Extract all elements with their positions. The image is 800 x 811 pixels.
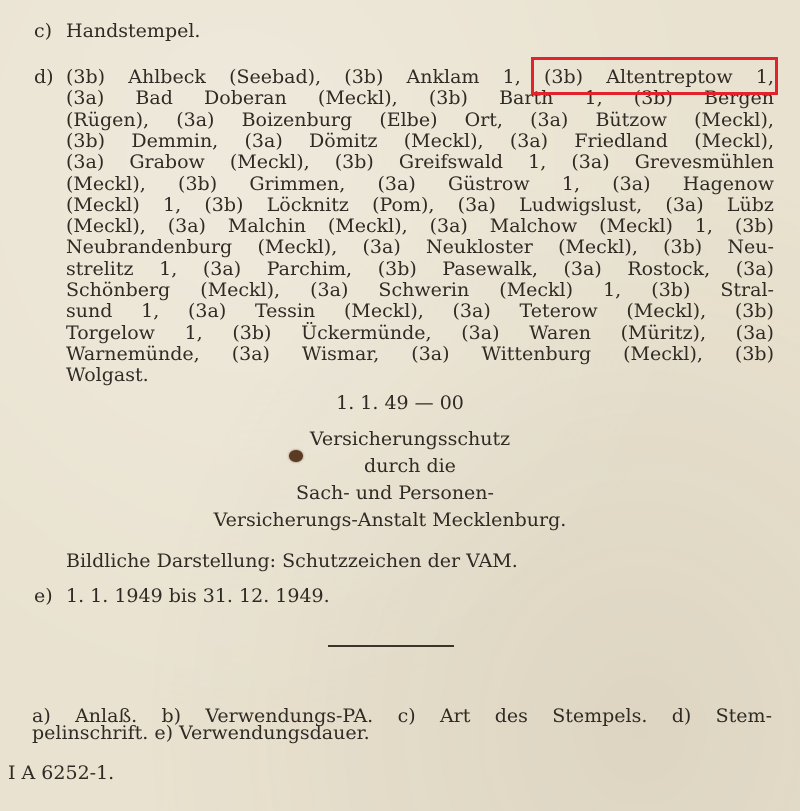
divider-rule (328, 645, 454, 647)
section-d-line: Wolgast. (66, 364, 149, 387)
section-d-line: (Meckl), (3b) Grimmen, (3a) Güstrow 1, (3a) Hagenow (66, 172, 774, 195)
section-d-line: Warnemünde, (3a) Wismar, (3a) Wittenburg (Meckl), (3b) (66, 342, 774, 365)
section-e-text: 1. 1. 1949 bis 31. 12. 1949. (66, 585, 330, 607)
section-d-line: (3b) Ahlbeck (Seebad), (3b) Anklam 1, (3b) Altentreptow 1, (66, 66, 774, 88)
date-code: 1. 1. 49 — 00 (336, 392, 464, 414)
footer-text-2: pelinschrift. e) Verwendungsdauer. (32, 722, 370, 744)
section-d-line: (3a) Bad Doberan (Meckl), (3b) Barth 1, (3b) Bergen (66, 87, 774, 110)
section-d-line: (3a) Grabow (Meckl), (3b) Greifswald 1, (3a) Grevesmühlen (66, 151, 774, 174)
section-d-line: strelitz 1, (3a) Parchim, (3b) Pasewalk, (3a) Rostock, (3a) (66, 257, 774, 280)
section-d-line: Schönberg (Meckl), (3a) Schwerin (Meckl) 1, (3b) Stral- (66, 279, 774, 301)
section-d-line: (Rügen), (3a) Boizenburg (Elbe) Ort, (3a) Bützow (Meckl), (66, 108, 774, 131)
highlight-box (531, 57, 778, 95)
section-d-line: (Meckl), (3a) Malchin (Meckl), (3a) Malchow (Meckl) 1, (3b) (66, 215, 774, 238)
section-d-marker: d) (34, 66, 54, 88)
section-e-marker: e) (34, 585, 53, 607)
section-d-line: (Meckl) 1, (3b) Löcknitz (Pom), (3a) Ludwigslust, (3a) Lübz (66, 193, 774, 216)
center-line-1: Versicherungsschutz (309, 428, 511, 450)
center-line-4: Versicherungs-Anstalt Mecklenburg. (213, 509, 567, 531)
footer-line-2 (32, 722, 772, 744)
ink-spot (289, 450, 303, 462)
section-d-line: sund 1, (3a) Tessin (Meckl), (3a) Teterow (Meckl), (3b) (66, 300, 774, 323)
section-d-line: (3b) Demmin, (3a) Dömitz (Meckl), (3a) Friedland (Meckl), (66, 129, 774, 152)
center-line-2: durch die (364, 455, 456, 477)
section-c-text: Handstempel. (66, 20, 201, 42)
center-line-3: Sach- und Personen- (296, 482, 494, 504)
section-c-marker: c) (34, 20, 53, 42)
section-d-line: Torgelow 1, (3b) Ückermünde, (3a) Waren (Müritz), (3a) (66, 321, 774, 344)
reference-number: I A 6252-1. (8, 762, 115, 784)
depiction-text: Bildliche Darstellung: Schutzzeichen der VAM. (66, 550, 518, 572)
section-d-line: Neubrandenburg (Meckl), (3a) Neukloster (Meckl), (3b) Neu- (66, 236, 774, 259)
footer-line-1: a) Anlaß. b) Verwendungs-PA. c) Art des Stempels. d) Stem- (32, 705, 772, 727)
